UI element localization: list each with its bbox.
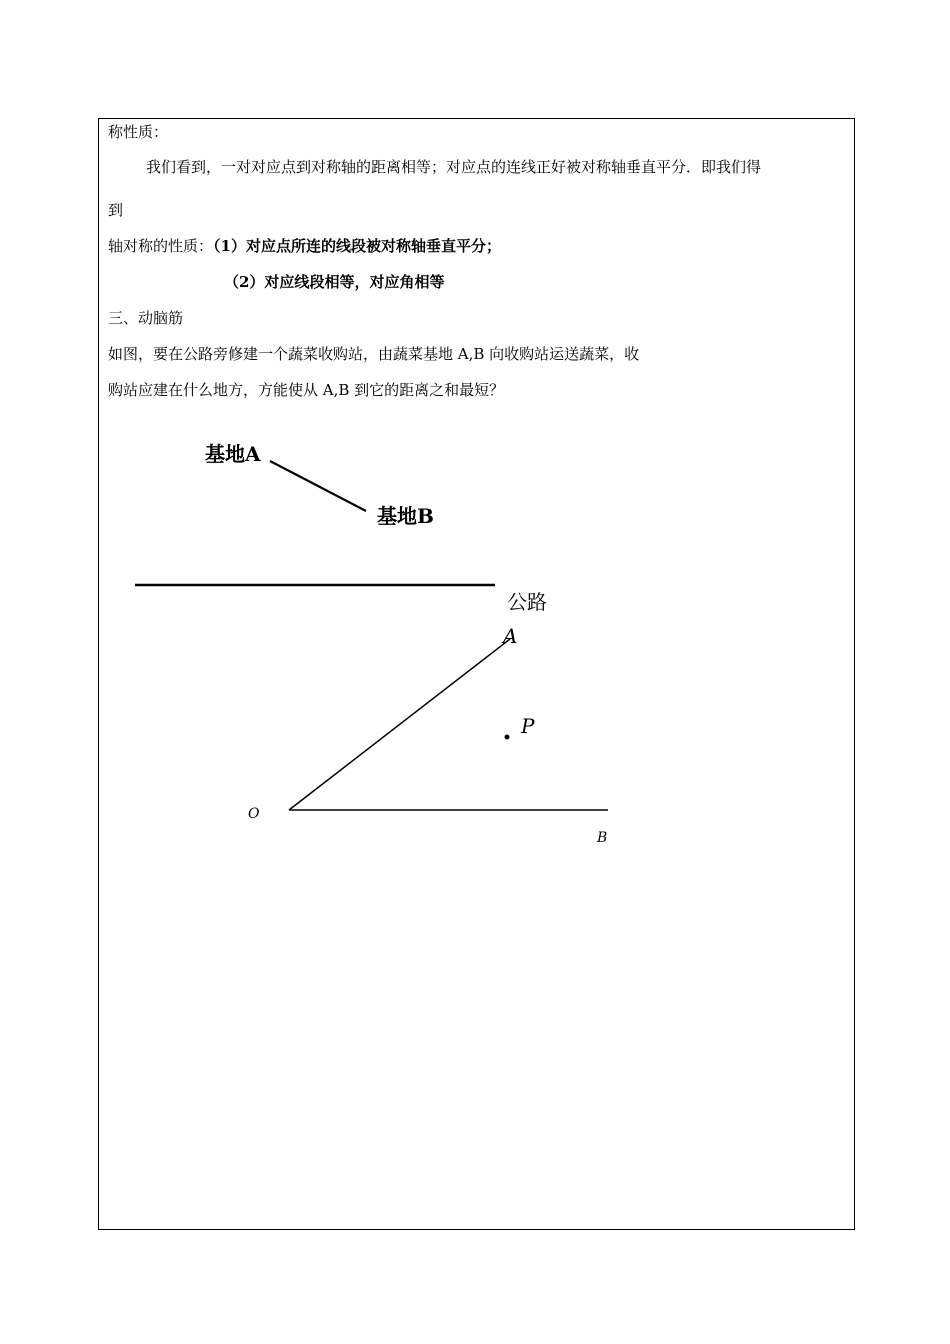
point-p <box>505 735 510 740</box>
point-b-label: B <box>597 830 608 846</box>
property-2: （2）对应线段相等，对应角相等 <box>224 273 445 291</box>
text-line-8: 购站应建在什么地方，方能使从 A,B 到它的距离之和最短？ <box>108 381 505 399</box>
segment-ab <box>270 461 366 511</box>
base-b-label: 基地B <box>377 504 434 528</box>
angle-point-a-label: A <box>503 624 518 648</box>
text-line-7: 如图，要在公路旁修建一个蔬菜收购站，由蔬菜基地 A,B 向收购站运送蔬菜，收 <box>108 345 640 363</box>
text-line-3: 到 <box>108 201 124 219</box>
point-p-label: P <box>521 714 535 738</box>
base-a-label: 基地A <box>205 442 261 466</box>
text-line-1: 称性质： <box>108 123 169 141</box>
property-1: （1）对应点所连的线段被对称轴垂直平分； <box>213 237 501 255</box>
ray-oa <box>289 639 510 810</box>
section-heading: 三、动脑筋 <box>108 309 184 327</box>
property-label: 轴对称的性质： <box>108 237 214 255</box>
text-line-2: 我们看到，一对对应点到对称轴的距离相等；对应点的连线正好被对称轴垂直平分．即我们得 <box>146 158 762 176</box>
point-o-label: O <box>248 806 260 822</box>
road-label: 公路 <box>507 590 547 614</box>
